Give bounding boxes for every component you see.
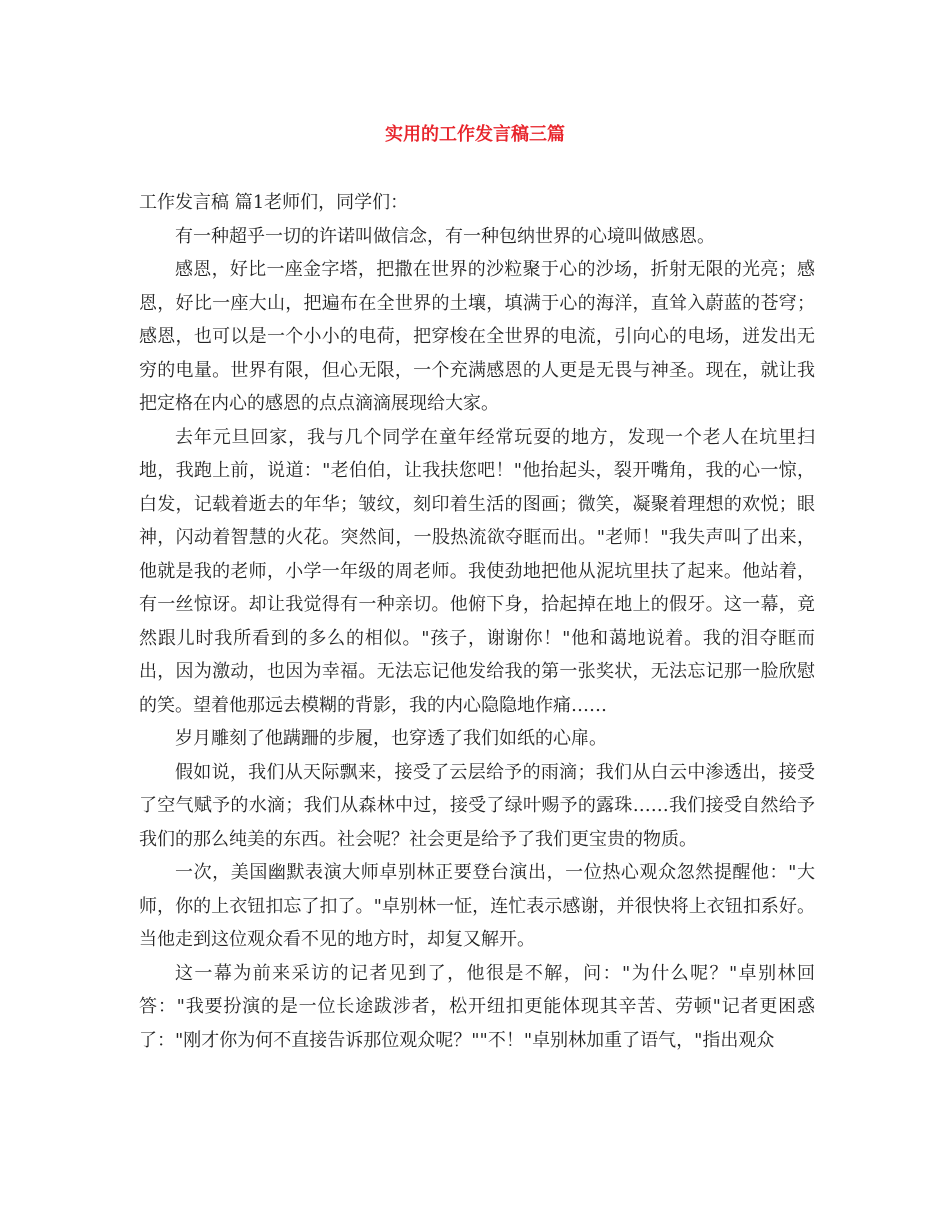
document-title: 实用的工作发言稿三篇 (385, 124, 565, 145)
paragraph-heading-line: 工作发言稿 篇1老师们，同学们： (139, 192, 409, 213)
paragraph: 去年元旦回家，我与几个同学在童年经常玩耍的地方，发现一个老人在坑里扫地，我跑上前，说道："老伯伯，让我扶您吧！"他抬起头，裂开嘴角，我的心一惊，白发，记载着逝去的年华；皱纹，刻印着生活的图画；微笑，凝聚着理想的欢悦；眼神，闪动着智慧的火花。突然间，一股热流欲夺眶而出。"老师！"我失声叫了出来，他就是我的老师，小学一年级的周老师。我使劲地把他从泥坑里扶了起来。他站着，有一丝惊讶。却让我觉得有一种亲切。他俯下身，拾起掉在地上的假牙。这一幕，竟然跟儿时我所看到的多么的相似。"孩子，谢谢你！"他和蔼地说着。我的泪夺眶而出，因为激动，也因为幸福。无法忘记他发给我的第一张奖状，无法忘记那一脸欣慰的笑。望着他那远去模糊的背影，我的内心隐隐地作痛…… (139, 426, 815, 716)
document-body (139, 186, 815, 1057)
paragraph: 感恩，好比一座金字塔，把撒在世界的沙粒聚于心的沙场，折射无限的光亮；感恩，好比一座大山，把遍布在全世界的土壤，填满于心的海洋，直耸入蔚蓝的苍穹；感恩，也可以是一个小小的电荷，把穿梭在全世界的电流，引向心的电场，迸发出无穷的电量。世界有限，但心无限，一个充满感恩的人更是无畏与神圣。现在，就让我把定格在内心的感恩的点点滴滴展现给大家。 (139, 259, 815, 414)
paragraph: 这一幕为前来采访的记者见到了，他很是不解，问："为什么呢？"卓别林回答："我要扮演的是一位长途跋涉者，松开纽扣更能体现其辛苦、劳顿"记者更困惑了："刚才你为何不直接告诉那位观众呢？""不！"卓别林加重了语气，"指出观众 (139, 962, 815, 1051)
paragraph: 有一种超乎一切的许诺叫做信念，有一种包纳世界的心境叫做感恩。 (175, 225, 715, 247)
paragraph: 假如说，我们从天际飘来，接受了云层给予的雨滴；我们从白云中渗透出，接受了空气赋予的水滴；我们从森林中过，接受了绿叶赐予的露珠……我们接受自然给予我们的那么纯美的东西。社会呢？社会更是给予了我们更宝贵的物质。 (139, 761, 815, 850)
paragraph: 一次，美国幽默表演大师卓别林正要登台演出，一位热心观众忽然提醒他："大师，你的上衣钮扣忘了扣了。"卓别林一怔，连忙表示感谢，并很快将上衣钮扣系好。当他走到这位观众看不见的地方时，却复又解开。 (139, 862, 815, 950)
paragraph: 岁月雕刻了他蹒跚的步履，也穿透了我们如纸的心扉。 (175, 728, 607, 749)
